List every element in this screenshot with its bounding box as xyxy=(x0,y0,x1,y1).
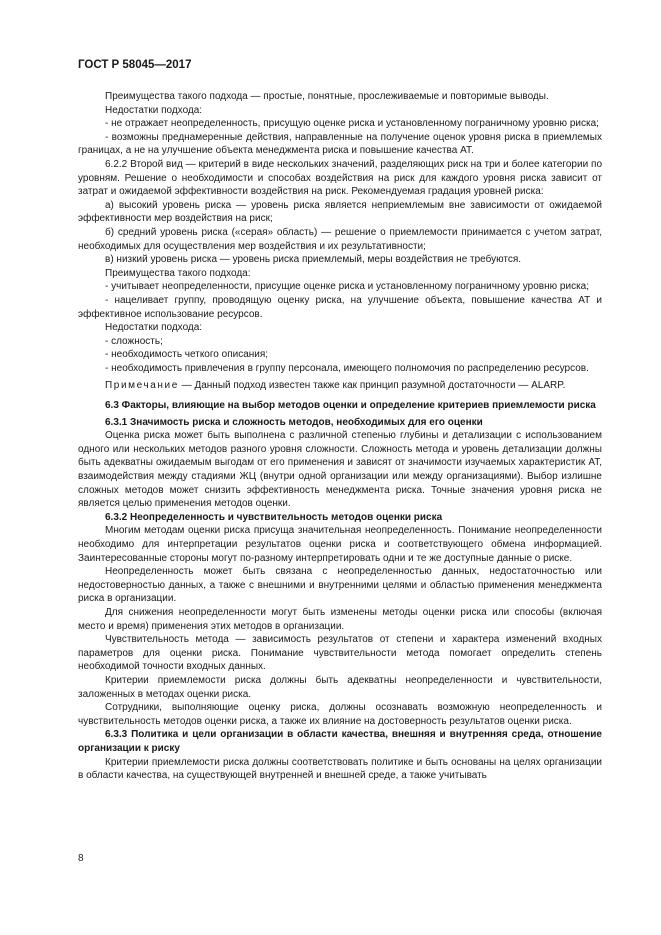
subsection-heading: 6.3.2 Неопределенность и чувствительность методов оценки риска xyxy=(105,511,443,523)
paragraphs-block-1 xyxy=(78,90,602,375)
paragraph: - сложность; xyxy=(105,335,163,347)
paragraph: в) низкий уровень риска — уровень риска приемлемый, меры воздействия не требуются. xyxy=(105,254,522,266)
paragraph: Для снижения неопределенности могут быть изменены методы оценки риска или способы (включая место и время) применения этих методов в организации. xyxy=(78,606,602,632)
paragraph: Критерии приемлемости риска должны соответствовать политике и быть основаны на целях организации в области качества, на существующей внутренней и внешней среде, а также учитывать xyxy=(78,756,602,782)
paragraphs-block-2 xyxy=(78,416,602,783)
paragraph: Многим методам оценки риска присуща значительная неопределенность. Понимание неопределенности необходимо для интерпретации результатов оценки риска и соответствующего обмена информацией. Заинтересованные стороны могут по-разному интерпретировать одни и те же доступные данные о риске. xyxy=(78,525,602,564)
section-title: 6.3 Факторы, влияющие на выбор методов оценки и определение критериев приемлемости риска xyxy=(105,400,596,412)
subsection-heading: 6.3.1 Значимость риска и сложность методов, необходимых для его оценки xyxy=(105,416,483,428)
paragraph: - необходимость четкого описания; xyxy=(105,349,269,361)
paragraph: Неопределенность может быть связана с неопределенностью данных, недостаточностью или недостоверностью данных, а также с внешними и внутренними целями и областью применения менеджмента риска в организации. xyxy=(78,566,602,605)
document-header: ГОСТ Р 58045—2017 xyxy=(78,59,192,71)
paragraph: Чувствительность метода — зависимость результатов от степени и характера изменений входных параметров для оценки риска. Понимание чувствительности метода помогает определить степень необходимой точности входных данных. xyxy=(78,634,602,673)
paragraph: Оценка риска может быть выполнена с различной степенью глубины и детализации с использованием одного или нескольких методов разного уровня сложности. Сложность метода и уровень детализации должны быть адекватны ожидаемым выгодам от его применения и зависят от значимости изучаемых характеристик АТ, взаимодействия между стадиями ЖЦ (внутри одной организации или между организациями). Выбор излишне сложных методов может снизить эффективность менеджмента риска. Точные значения уровня риска не является целью применения методов оценки. xyxy=(78,430,602,510)
paragraph: - не отражает неопределенность, присущую оценке риска и установленному пограничному уровню риска; xyxy=(105,118,599,130)
note-text: — Данный подход известен также как принцип разумной достаточности — ALARP. xyxy=(178,380,566,392)
paragraph: Недостатки подхода: xyxy=(105,104,203,116)
paragraph: Сотрудники, выполняющие оценку риска, должны осознавать возможную неопределенность и чувствительность методов оценки риска, а также их влияние на достоверность результатов оценки риска. xyxy=(78,702,602,727)
paragraph: 6.2.2 Второй вид — критерий в виде нескольких значений, разделяющих риск на три и более категории по уровням. Решение о необходимости и способах воздействия на риск для каждого уровня риска зависит от затрат и ожидаемой эффективности воздействия на риск. Рекомендуемая градация уровней риска: xyxy=(78,158,602,198)
paragraph: - учитывает неопределенности, присущие оценке риска и установленному пограничному уровню риска; xyxy=(105,281,589,293)
paragraph: Преимущества такого подхода: xyxy=(105,267,251,279)
paragraph: - нацеливает группу, проводящую оценку риска, на улучшение объекта, повышение качества АТ и эффективное использование ресурсов. xyxy=(78,294,602,320)
page-body xyxy=(78,90,602,783)
subsection-heading: 6.3.3 Политика и цели организации в области качества, внешняя и внутренняя среда, отношение организации к риску xyxy=(78,729,602,754)
paragraph: Недостатки подхода: xyxy=(105,322,203,334)
paragraph: Критерии приемлемости риска должны быть адекватны неопределенности и чувствительности, заложенных в методах оценки риска. xyxy=(78,674,602,700)
paragraph: - возможны преднамеренные действия, направленные на получение оценок уровня риска в приемлемых границах, а не на улучшение объекта менеджмента риска и повышение качества АТ. xyxy=(78,131,602,157)
paragraph: б) средний уровень риска («серая» область) — решение о приемлемости принимается с учетом затрат, необходимых для осуществления мер воздействия и их результативности; xyxy=(78,226,602,252)
paragraph: Преимущества такого подхода — простые, понятные, прослеживаемые и повторимые выводы. xyxy=(105,91,549,102)
note xyxy=(78,379,602,393)
paragraph: а) высокий уровень риска — уровень риска является неприемлемым вне зависимости от ожидаемой эффективности мер воздействия на риск; xyxy=(78,199,602,225)
paragraph: - необходимость привлечения в группу персонала, имеющего полномочия по распределению ресурсов. xyxy=(105,362,589,374)
note-label: Примечание xyxy=(105,380,179,392)
page-number: 8 xyxy=(78,853,84,864)
